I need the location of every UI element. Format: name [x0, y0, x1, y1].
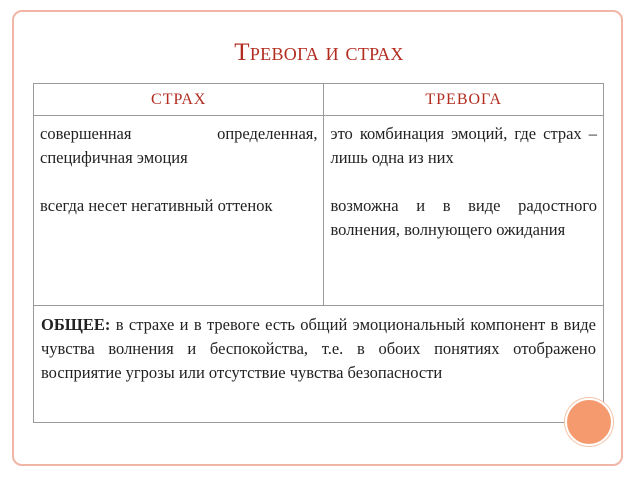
anxiety-point-1: это комбинация эмоций, где страх – лишь одна из них: [330, 124, 597, 167]
anxiety-cell: [324, 116, 603, 305]
common-text: в страхе и в тревоге есть общий эмоциональный компонент в виде чувства волнения и беспокойства, т.е. в обоих понятиях отображено восприятие угрозы или отсутствие чувства безопасности: [41, 315, 596, 382]
table-footer-row: [34, 306, 603, 422]
table-body-row: [34, 116, 603, 306]
comparison-table: [33, 83, 604, 423]
common-cell: [34, 306, 603, 422]
table-header-row: [34, 84, 603, 116]
header-anxiety: ТРЕВОГА: [425, 91, 503, 108]
fear-point-1: совершенная определенная, специфичная эмоция: [40, 124, 318, 167]
fear-point-2: всегда несет негативный оттенок: [40, 196, 273, 215]
common-label: ОБЩЕЕ:: [41, 315, 111, 334]
header-fear: СТРАХ: [34, 84, 324, 115]
anxiety-point-2: возможна и в виде радостного волнения, волнующего ожидания: [330, 196, 597, 239]
slide-title: Тревога и страх: [234, 39, 404, 66]
decorative-circle: [565, 398, 613, 446]
fear-cell: [34, 116, 324, 305]
